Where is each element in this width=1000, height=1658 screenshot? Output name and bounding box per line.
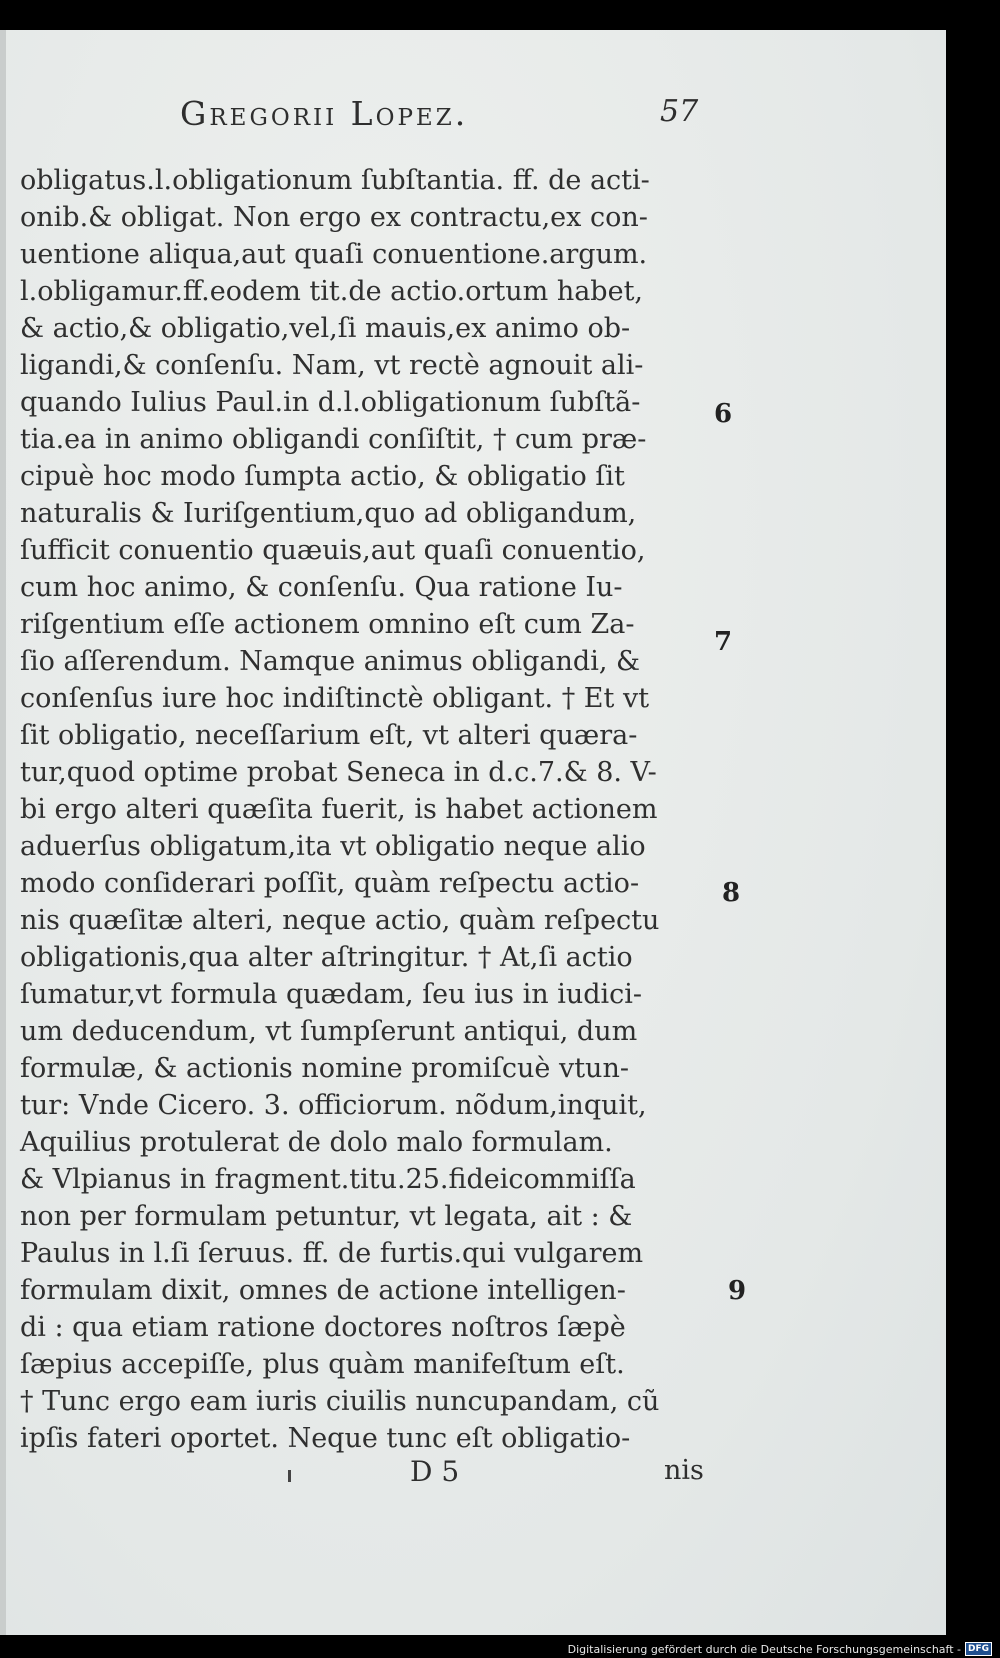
text-line: Paulus in l.ſi ſeruus. ff. de furtis.qui vulgarem bbox=[20, 1238, 644, 1269]
text-line: onib.& obligat. Non ergo ex contractu,ex con- bbox=[20, 202, 648, 233]
text-line: aduerſus obligatum,ita vt obligatio neque alio bbox=[20, 831, 646, 862]
text-line: † Tunc ergo eam iuris ciuilis nuncupandam, cũ bbox=[20, 1386, 660, 1417]
text-line: modo conſiderari poſſit, quàm reſpectu actio- bbox=[20, 868, 640, 899]
text-line: formulæ, & actionis nomine promiſcuè vtun- bbox=[20, 1053, 629, 1084]
text-line: Aquilius protulerat de dolo malo formulam. bbox=[20, 1127, 613, 1158]
text-line: cipuè hoc modo ſumpta actio, & obligatio ſit bbox=[20, 461, 625, 492]
text-line: & Vlpianus in fragment.titu.25.fideicommiſſa bbox=[20, 1164, 636, 1195]
credit-text: Digitalisierung gefördert durch die Deutsche Forschungsgemeinschaft - bbox=[567, 1642, 961, 1656]
text-line: riſgentium eſſe actionem omnino eſt cum Za- bbox=[20, 609, 635, 640]
ink-mark bbox=[288, 1470, 291, 1482]
text-line: nis quæſitæ alteri, neque actio, quàm reſpectu bbox=[20, 905, 660, 936]
text-line: conſenſus iure hoc indiſtinctè obligant. † Et vt bbox=[20, 683, 650, 714]
text-line: & actio,& obligatio,vel,ſi mauis,ex animo ob- bbox=[20, 313, 631, 344]
text-line: ſæpius accepiſſe, plus quàm manifeſtum eſt. bbox=[20, 1349, 625, 1380]
text-line: di : qua etiam ratione doctores noſtros ſæpè bbox=[20, 1312, 626, 1343]
page-edge bbox=[0, 30, 6, 1635]
text-line: ſumatur,vt formula quædam, ſeu ius in iudici- bbox=[20, 979, 643, 1010]
text-line: tur: Vnde Cicero. 3. officiorum. nõdum,inquit, bbox=[20, 1090, 647, 1121]
text-line: bi ergo alteri quæſita fuerit, is habet actionem bbox=[20, 794, 658, 825]
dfg-logo: DFG bbox=[965, 1642, 992, 1656]
signature-mark: D 5 bbox=[410, 1455, 460, 1488]
body-text bbox=[20, 162, 700, 1457]
text-line: formulam dixit, omnes de actione intelligen- bbox=[20, 1275, 626, 1306]
text-line: tia.ea in animo obligandi conſiſtit, † cum præ- bbox=[20, 424, 647, 455]
folio-number: 57 bbox=[660, 94, 699, 129]
margin-marker: 7 bbox=[714, 627, 733, 657]
margin-marker: 9 bbox=[728, 1276, 747, 1306]
book-page bbox=[0, 30, 946, 1635]
text-line: uentione aliqua,aut quaſi conuentione.argum. bbox=[20, 239, 648, 270]
text-line: naturalis & Iuriſgentium,quo ad obligandum, bbox=[20, 498, 637, 529]
text-line: obligationis,qua alter aſtringitur. † At,ſi actio bbox=[20, 942, 633, 973]
text-line: um deducendum, vt ſumpſerunt antiqui, dum bbox=[20, 1016, 638, 1047]
catchword: nis bbox=[664, 1455, 704, 1486]
text-line: ligandi,& conſenſu. Nam, vt rectè agnouit ali- bbox=[20, 350, 644, 381]
text-line: cum hoc animo, & conſenſu. Qua ratione Iu- bbox=[20, 572, 623, 603]
text-line: ſio aſſerendum. Namque animus obligandi, & bbox=[20, 646, 641, 677]
margin-marker: 8 bbox=[722, 878, 741, 908]
text-line: ſufficit conuentio quæuis,aut quaſi conuentio, bbox=[20, 535, 646, 566]
text-line: l.obligamur.ff.eodem tit.de actio.ortum habet, bbox=[20, 276, 644, 307]
text-line: quando Iulius Paul.in d.l.obligationum ſubſtã- bbox=[20, 387, 641, 418]
text-line: non per formulam petuntur, vt legata, ait : & bbox=[20, 1201, 633, 1232]
text-line: ipſis fateri oportet. Neque tunc eſt obligatio- bbox=[20, 1423, 631, 1454]
margin-marker: 6 bbox=[714, 399, 733, 429]
text-line: ſit obligatio, neceſſarium eſt, vt alteri quæra- bbox=[20, 720, 638, 751]
text-line: obligatus.l.obligationum ſubſtantia. ff. de acti- bbox=[20, 165, 650, 196]
digitization-credit bbox=[568, 1642, 992, 1656]
running-header: Gregorii Lopez. bbox=[180, 94, 469, 133]
text-line: tur,quod optime probat Seneca in d.c.7.& 8. V- bbox=[20, 757, 657, 788]
